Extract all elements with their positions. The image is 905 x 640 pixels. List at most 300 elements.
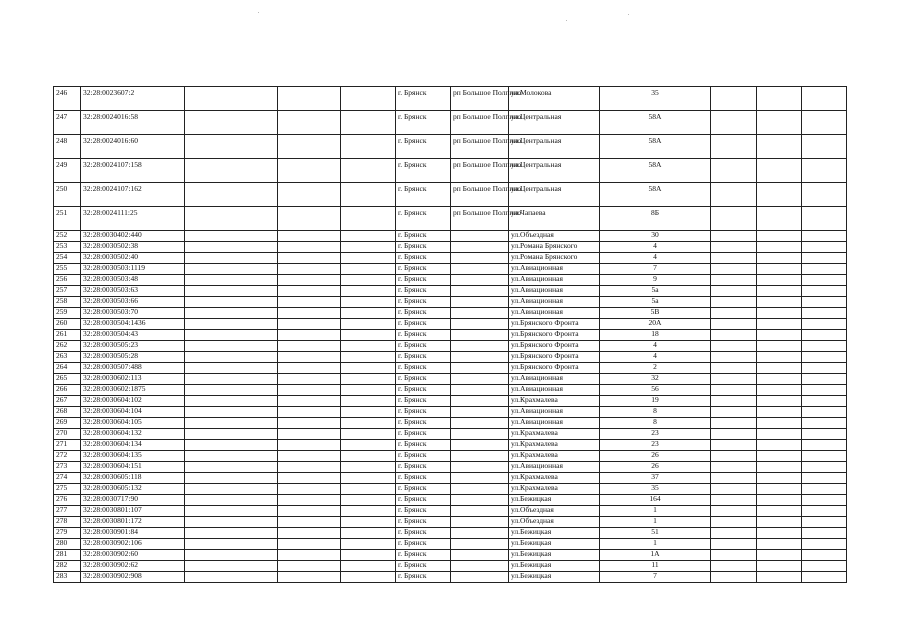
empty-cell	[711, 159, 757, 183]
cadastral-number-cell: 32:28:0030604:104	[81, 407, 185, 418]
empty-cell	[185, 363, 278, 374]
city-cell: г. Брянск	[396, 319, 451, 330]
empty-cell	[278, 308, 341, 319]
empty-cell	[278, 407, 341, 418]
empty-cell	[802, 385, 847, 396]
cadastral-number-cell: 32:28:0030604:132	[81, 429, 185, 440]
street-cell: ул.Брянского Фронта	[509, 352, 600, 363]
empty-cell	[341, 385, 396, 396]
settlement-cell	[451, 451, 509, 462]
house-number-cell: 1	[600, 539, 711, 550]
cadastral-number-cell: 32:28:0030602:113	[81, 374, 185, 385]
cadastral-number-cell: 32:28:0030505:28	[81, 352, 185, 363]
cadastral-number-cell: 32:28:0030717:90	[81, 495, 185, 506]
table-row	[54, 87, 847, 111]
row-number-cell: 271	[54, 440, 81, 451]
city-cell: г. Брянск	[396, 87, 451, 111]
house-number-cell: 11	[600, 561, 711, 572]
table-row	[54, 363, 847, 374]
empty-cell	[341, 561, 396, 572]
city-cell: г. Брянск	[396, 374, 451, 385]
empty-cell	[341, 253, 396, 264]
empty-cell	[757, 242, 802, 253]
empty-cell	[278, 183, 341, 207]
row-number-cell: 255	[54, 264, 81, 275]
cadastral-number-cell: 32:28:0030902:60	[81, 550, 185, 561]
cadastral-number-cell: 32:28:0030505:23	[81, 341, 185, 352]
settlement-cell	[451, 429, 509, 440]
empty-cell	[278, 275, 341, 286]
city-cell: г. Брянск	[396, 264, 451, 275]
row-number-cell: 278	[54, 517, 81, 528]
empty-cell	[278, 517, 341, 528]
table-row	[54, 462, 847, 473]
cadastral-number-cell: 32:28:0030801:107	[81, 506, 185, 517]
table-row	[54, 407, 847, 418]
empty-cell	[341, 286, 396, 297]
settlement-cell	[451, 319, 509, 330]
row-number-cell: 269	[54, 418, 81, 429]
table-row	[54, 352, 847, 363]
empty-cell	[802, 451, 847, 462]
empty-cell	[802, 528, 847, 539]
empty-cell	[757, 297, 802, 308]
empty-cell	[278, 135, 341, 159]
empty-cell	[185, 183, 278, 207]
row-number-cell: 247	[54, 111, 81, 135]
row-number-cell: 275	[54, 484, 81, 495]
cadastral-number-cell: 32:28:0030504:1436	[81, 319, 185, 330]
empty-cell	[711, 506, 757, 517]
empty-cell	[711, 484, 757, 495]
house-number-cell: 26	[600, 462, 711, 473]
empty-cell	[711, 330, 757, 341]
empty-cell	[802, 319, 847, 330]
empty-cell	[802, 183, 847, 207]
row-number-cell: 262	[54, 341, 81, 352]
empty-cell	[711, 473, 757, 484]
city-cell: г. Брянск	[396, 297, 451, 308]
city-cell: г. Брянск	[396, 407, 451, 418]
street-cell: ул.Авиационная	[509, 275, 600, 286]
street-cell: ул.Брянского Фронта	[509, 319, 600, 330]
empty-cell	[711, 242, 757, 253]
cadastral-number-cell: 32:28:0030901:84	[81, 528, 185, 539]
settlement-cell: рп Большое Полпино	[451, 207, 509, 231]
row-number-cell: 252	[54, 231, 81, 242]
street-cell: ул.Авиационная	[509, 264, 600, 275]
settlement-cell: рп Большое Полпино	[451, 183, 509, 207]
empty-cell	[711, 87, 757, 111]
empty-cell	[341, 407, 396, 418]
empty-cell	[341, 495, 396, 506]
row-number-cell: 276	[54, 495, 81, 506]
city-cell: г. Брянск	[396, 550, 451, 561]
city-cell: г. Брянск	[396, 341, 451, 352]
street-cell: ул.Романа Брянского	[509, 253, 600, 264]
empty-cell	[341, 242, 396, 253]
street-cell: ул.Крахмалева	[509, 451, 600, 462]
city-cell: г. Брянск	[396, 418, 451, 429]
empty-cell	[278, 330, 341, 341]
empty-cell	[341, 330, 396, 341]
empty-cell	[711, 539, 757, 550]
row-number-cell: 263	[54, 352, 81, 363]
city-cell: г. Брянск	[396, 528, 451, 539]
settlement-cell: рп Большое Полпино	[451, 135, 509, 159]
street-cell: ул.Крахмалева	[509, 440, 600, 451]
empty-cell	[711, 308, 757, 319]
cadastral-number-cell: 32:28:0030604:105	[81, 418, 185, 429]
empty-cell	[711, 572, 757, 583]
empty-cell	[185, 330, 278, 341]
empty-cell	[278, 286, 341, 297]
empty-cell	[341, 473, 396, 484]
table-row	[54, 111, 847, 135]
empty-cell	[711, 264, 757, 275]
table-row	[54, 418, 847, 429]
settlement-cell	[451, 550, 509, 561]
settlement-cell	[451, 374, 509, 385]
empty-cell	[711, 231, 757, 242]
empty-cell	[341, 429, 396, 440]
settlement-cell	[451, 308, 509, 319]
street-cell: ул.Бежицкая	[509, 572, 600, 583]
empty-cell	[757, 539, 802, 550]
table-row	[54, 451, 847, 462]
city-cell: г. Брянск	[396, 539, 451, 550]
settlement-cell	[451, 539, 509, 550]
settlement-cell	[451, 330, 509, 341]
empty-cell	[185, 473, 278, 484]
empty-cell	[711, 352, 757, 363]
empty-cell	[757, 418, 802, 429]
empty-cell	[278, 451, 341, 462]
city-cell: г. Брянск	[396, 286, 451, 297]
row-number-cell: 248	[54, 135, 81, 159]
empty-cell	[757, 396, 802, 407]
empty-cell	[278, 528, 341, 539]
empty-cell	[278, 111, 341, 135]
empty-cell	[341, 352, 396, 363]
empty-cell	[278, 550, 341, 561]
house-number-cell: 35	[600, 484, 711, 495]
settlement-cell	[451, 352, 509, 363]
row-number-cell: 270	[54, 429, 81, 440]
empty-cell	[341, 517, 396, 528]
city-cell: г. Брянск	[396, 495, 451, 506]
empty-cell	[802, 275, 847, 286]
empty-cell	[757, 341, 802, 352]
cadastral-number-cell: 32:28:0024107:162	[81, 183, 185, 207]
house-number-cell: 58А	[600, 135, 711, 159]
empty-cell	[711, 135, 757, 159]
empty-cell	[341, 135, 396, 159]
street-cell: ул.Центральная	[509, 183, 600, 207]
city-cell: г. Брянск	[396, 506, 451, 517]
row-number-cell: 272	[54, 451, 81, 462]
empty-cell	[185, 87, 278, 111]
cadastral-number-cell: 32:28:0030902:106	[81, 539, 185, 550]
row-number-cell: 277	[54, 506, 81, 517]
settlement-cell	[451, 407, 509, 418]
empty-cell	[711, 374, 757, 385]
house-number-cell: 23	[600, 429, 711, 440]
house-number-cell: 19	[600, 396, 711, 407]
cadastral-number-cell: 32:28:0030503:1119	[81, 264, 185, 275]
row-number-cell: 249	[54, 159, 81, 183]
house-number-cell: 20А	[600, 319, 711, 330]
cadastral-number-cell: 32:28:0030604:102	[81, 396, 185, 407]
city-cell: г. Брянск	[396, 231, 451, 242]
empty-cell	[341, 231, 396, 242]
empty-cell	[185, 297, 278, 308]
table-row	[54, 561, 847, 572]
empty-cell	[757, 286, 802, 297]
cadastral-number-cell: 32:28:0030604:135	[81, 451, 185, 462]
street-cell: ул.Центральная	[509, 111, 600, 135]
cadastral-number-cell: 32:28:0030604:151	[81, 462, 185, 473]
empty-cell	[802, 473, 847, 484]
street-cell: ул.Авиационная	[509, 407, 600, 418]
empty-cell	[757, 87, 802, 111]
city-cell: г. Брянск	[396, 363, 451, 374]
empty-cell	[185, 451, 278, 462]
settlement-cell	[451, 517, 509, 528]
empty-cell	[185, 561, 278, 572]
house-number-cell: 18	[600, 330, 711, 341]
table-row	[54, 242, 847, 253]
empty-cell	[757, 275, 802, 286]
house-number-cell: 58А	[600, 183, 711, 207]
empty-cell	[278, 440, 341, 451]
table-row	[54, 207, 847, 231]
empty-cell	[757, 363, 802, 374]
settlement-cell	[451, 396, 509, 407]
empty-cell	[802, 517, 847, 528]
empty-cell	[802, 253, 847, 264]
city-cell: г. Брянск	[396, 561, 451, 572]
table-row	[54, 429, 847, 440]
empty-cell	[802, 297, 847, 308]
street-cell: ул.Авиационная	[509, 374, 600, 385]
city-cell: г. Брянск	[396, 275, 451, 286]
empty-cell	[341, 506, 396, 517]
empty-cell	[802, 286, 847, 297]
street-cell: ул.Центральная	[509, 159, 600, 183]
table-row	[54, 550, 847, 561]
settlement-cell	[451, 473, 509, 484]
settlement-cell	[451, 440, 509, 451]
row-number-cell: 282	[54, 561, 81, 572]
empty-cell	[341, 341, 396, 352]
empty-cell	[757, 462, 802, 473]
table-row	[54, 517, 847, 528]
empty-cell	[185, 159, 278, 183]
empty-cell	[711, 297, 757, 308]
empty-cell	[341, 572, 396, 583]
empty-cell	[802, 308, 847, 319]
house-number-cell: 5а	[600, 286, 711, 297]
table-body	[54, 87, 847, 583]
house-number-cell: 23	[600, 440, 711, 451]
city-cell: г. Брянск	[396, 135, 451, 159]
row-number-cell: 246	[54, 87, 81, 111]
city-cell: г. Брянск	[396, 183, 451, 207]
empty-cell	[711, 561, 757, 572]
city-cell: г. Брянск	[396, 473, 451, 484]
table-row	[54, 319, 847, 330]
street-cell: ул.Авиационная	[509, 418, 600, 429]
street-cell: ул.Чапаева	[509, 207, 600, 231]
empty-cell	[278, 253, 341, 264]
empty-cell	[802, 264, 847, 275]
street-cell: ул.Объездная	[509, 517, 600, 528]
house-number-cell: 8	[600, 407, 711, 418]
house-number-cell: 1	[600, 506, 711, 517]
empty-cell	[757, 159, 802, 183]
empty-cell	[757, 319, 802, 330]
empty-cell	[341, 418, 396, 429]
empty-cell	[278, 572, 341, 583]
house-number-cell: 37	[600, 473, 711, 484]
empty-cell	[185, 319, 278, 330]
empty-cell	[341, 207, 396, 231]
empty-cell	[802, 135, 847, 159]
cadastral-number-cell: 32:28:0023607:2	[81, 87, 185, 111]
cadastral-number-cell: 32:28:0030503:48	[81, 275, 185, 286]
street-cell: ул.Брянского Фронта	[509, 341, 600, 352]
house-number-cell: 56	[600, 385, 711, 396]
empty-cell	[341, 308, 396, 319]
empty-cell	[802, 111, 847, 135]
row-number-cell: 259	[54, 308, 81, 319]
empty-cell	[185, 462, 278, 473]
table-row	[54, 183, 847, 207]
empty-cell	[278, 374, 341, 385]
house-number-cell: 5В	[600, 308, 711, 319]
empty-cell	[802, 539, 847, 550]
empty-cell	[185, 517, 278, 528]
city-cell: г. Брянск	[396, 396, 451, 407]
row-number-cell: 265	[54, 374, 81, 385]
land-plot-register-table	[53, 86, 847, 583]
city-cell: г. Брянск	[396, 330, 451, 341]
empty-cell	[185, 341, 278, 352]
house-number-cell: 8	[600, 418, 711, 429]
empty-cell	[757, 429, 802, 440]
empty-cell	[757, 528, 802, 539]
row-number-cell: 273	[54, 462, 81, 473]
empty-cell	[278, 484, 341, 495]
table-row	[54, 135, 847, 159]
empty-cell	[802, 484, 847, 495]
empty-cell	[185, 253, 278, 264]
empty-cell	[185, 396, 278, 407]
empty-cell	[185, 440, 278, 451]
cadastral-number-cell: 32:28:0030402:440	[81, 231, 185, 242]
settlement-cell	[451, 572, 509, 583]
empty-cell	[802, 341, 847, 352]
empty-cell	[757, 253, 802, 264]
empty-cell	[757, 308, 802, 319]
empty-cell	[757, 517, 802, 528]
street-cell: ул.Объездная	[509, 231, 600, 242]
empty-cell	[278, 297, 341, 308]
street-cell: ул.Авиационная	[509, 286, 600, 297]
empty-cell	[802, 550, 847, 561]
house-number-cell: 58А	[600, 159, 711, 183]
cadastral-number-cell: 32:28:0030503:66	[81, 297, 185, 308]
table-row	[54, 275, 847, 286]
street-cell: ул.Центральная	[509, 135, 600, 159]
empty-cell	[278, 242, 341, 253]
empty-cell	[341, 87, 396, 111]
street-cell: ул.Бежицкая	[509, 561, 600, 572]
settlement-cell	[451, 297, 509, 308]
empty-cell	[185, 550, 278, 561]
cadastral-number-cell: 32:28:0030502:40	[81, 253, 185, 264]
cadastral-number-cell: 32:28:0030801:172	[81, 517, 185, 528]
street-cell: ул.Крахмалева	[509, 396, 600, 407]
row-number-cell: 257	[54, 286, 81, 297]
house-number-cell: 7	[600, 264, 711, 275]
row-number-cell: 256	[54, 275, 81, 286]
empty-cell	[185, 429, 278, 440]
street-cell: ул.Брянского Фронта	[509, 363, 600, 374]
empty-cell	[278, 159, 341, 183]
street-cell: ул.Молокова	[509, 87, 600, 111]
empty-cell	[185, 374, 278, 385]
empty-cell	[278, 264, 341, 275]
empty-cell	[185, 242, 278, 253]
empty-cell	[278, 418, 341, 429]
empty-cell	[278, 231, 341, 242]
settlement-cell	[451, 264, 509, 275]
cadastral-number-cell: 32:28:0030602:1875	[81, 385, 185, 396]
street-cell: ул.Крахмалева	[509, 484, 600, 495]
empty-cell	[757, 385, 802, 396]
empty-cell	[802, 87, 847, 111]
house-number-cell: 5а	[600, 297, 711, 308]
cadastral-number-cell: 32:28:0030504:43	[81, 330, 185, 341]
cadastral-number-cell: 32:28:0030503:70	[81, 308, 185, 319]
house-number-cell: 4	[600, 341, 711, 352]
empty-cell	[757, 440, 802, 451]
empty-cell	[711, 363, 757, 374]
house-number-cell: 1А	[600, 550, 711, 561]
settlement-cell	[451, 341, 509, 352]
empty-cell	[711, 451, 757, 462]
row-number-cell: 264	[54, 363, 81, 374]
empty-cell	[278, 352, 341, 363]
empty-cell	[802, 429, 847, 440]
house-number-cell: 4	[600, 242, 711, 253]
empty-cell	[341, 264, 396, 275]
cadastral-number-cell: 32:28:0030902:908	[81, 572, 185, 583]
street-cell: ул.Авиационная	[509, 462, 600, 473]
empty-cell	[341, 297, 396, 308]
scan-speck	[566, 20, 567, 21]
empty-cell	[802, 561, 847, 572]
empty-cell	[278, 363, 341, 374]
cadastral-number-cell: 32:28:0030502:38	[81, 242, 185, 253]
city-cell: г. Брянск	[396, 429, 451, 440]
empty-cell	[711, 183, 757, 207]
empty-cell	[802, 242, 847, 253]
empty-cell	[802, 407, 847, 418]
settlement-cell: рп Большое Полпино	[451, 111, 509, 135]
